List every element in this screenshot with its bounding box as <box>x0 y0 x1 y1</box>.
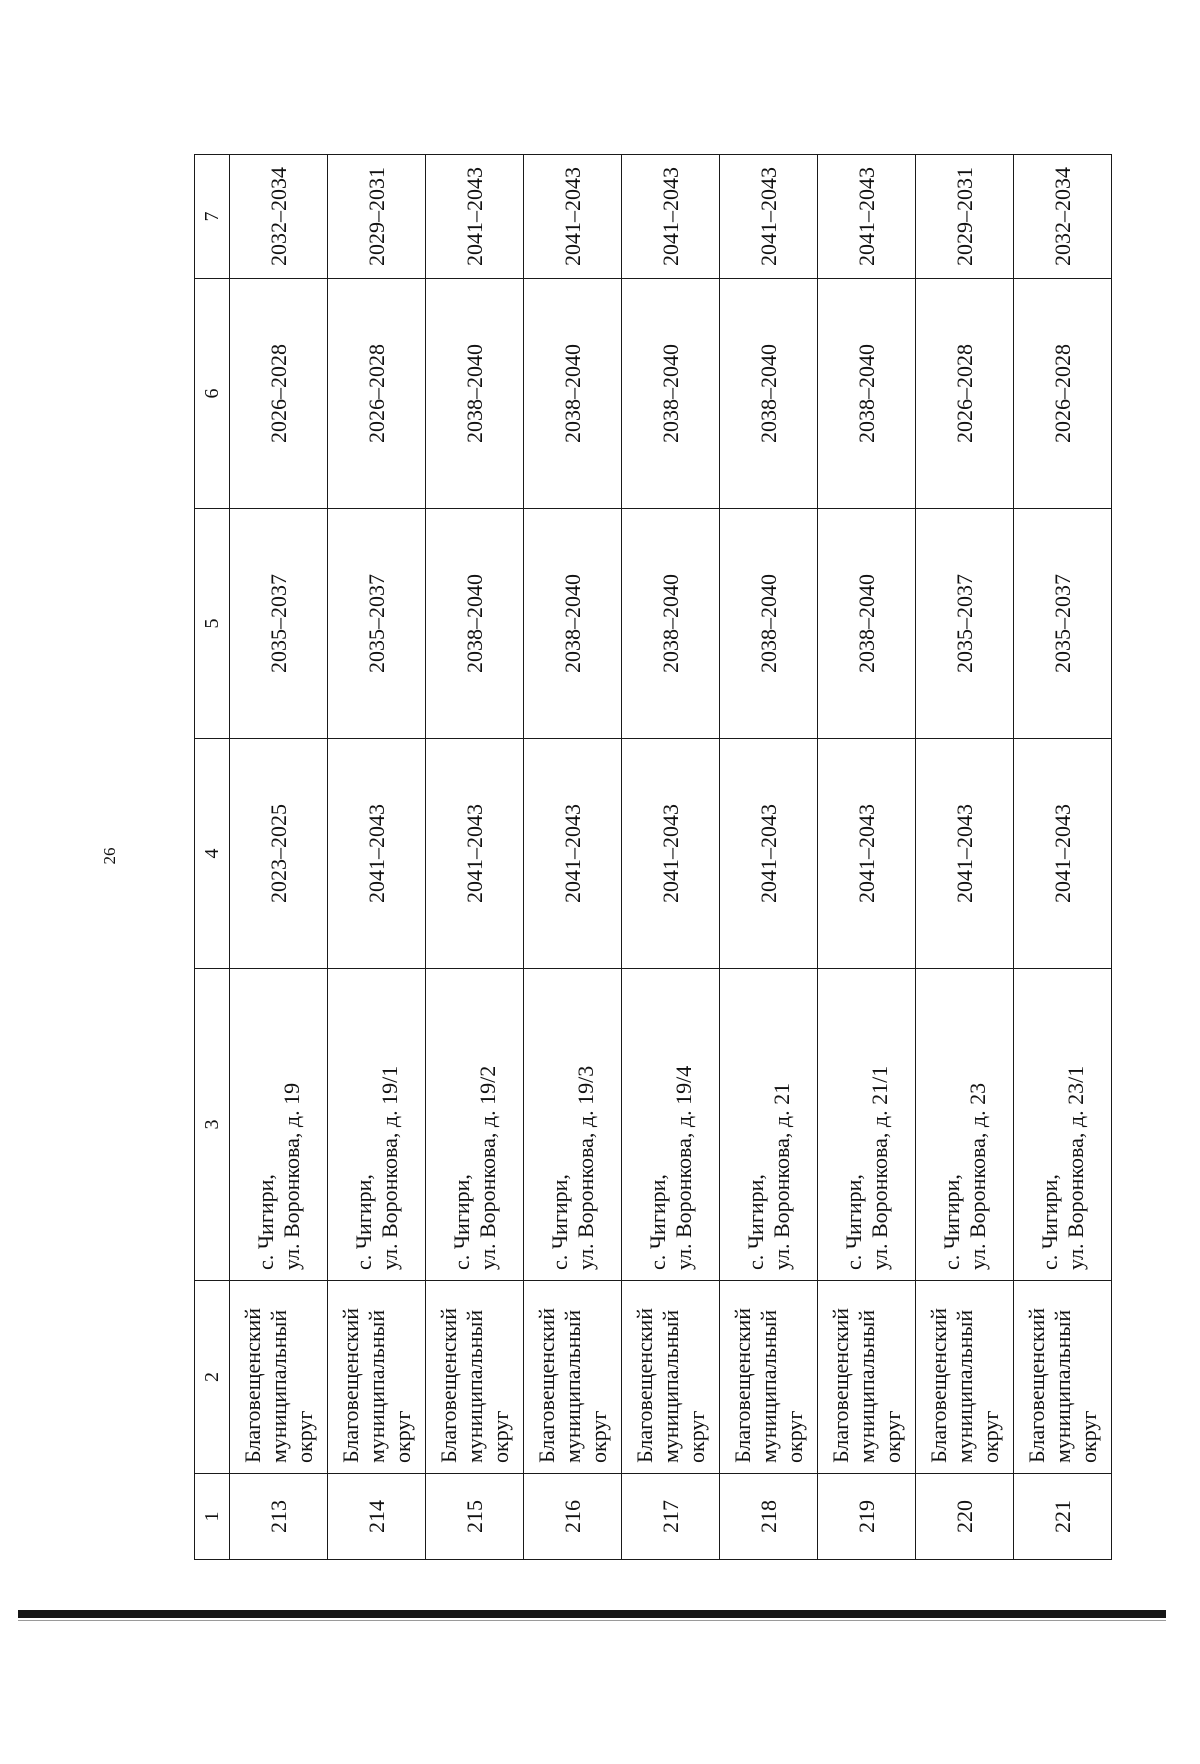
district-cell-line: Благовещенский <box>337 1307 363 1463</box>
district-cell-line: округ <box>977 1410 1003 1463</box>
district-cell-line: муниципальный <box>559 1309 585 1463</box>
row-number-cell: 215 <box>426 1474 524 1560</box>
address-cell-line: ул. Воронкова, д. 21/1 <box>866 1065 892 1270</box>
district-cell-line: округ <box>683 1410 709 1463</box>
address-cell <box>1014 969 1112 1281</box>
header-cell: 6 <box>195 279 230 509</box>
district-cell-line: округ <box>585 1410 611 1463</box>
district-cell <box>426 1281 524 1474</box>
period-cell-4: 2023–2025 <box>230 739 328 969</box>
address-cell <box>818 969 916 1281</box>
district-cell-line: Благовещенский <box>533 1307 559 1463</box>
period-cell-5: 2038–2040 <box>524 509 622 739</box>
period-cell-7: 2029–2031 <box>916 155 1014 279</box>
header-cell: 5 <box>195 509 230 739</box>
address-cell-line: ул. Воронкова, д. 19/2 <box>474 1065 500 1270</box>
schedule-table <box>194 154 1112 1560</box>
period-cell-4: 2041–2043 <box>1014 739 1112 969</box>
district-cell-line: округ <box>879 1410 905 1463</box>
period-cell-7: 2032–2034 <box>1014 155 1112 279</box>
period-cell-6: 2038–2040 <box>818 279 916 509</box>
address-cell-line: ул. Воронкова, д. 23 <box>964 1082 990 1270</box>
table-header-row <box>195 155 230 1560</box>
period-cell-6: 2026–2028 <box>916 279 1014 509</box>
table-row <box>720 155 818 1560</box>
table-row <box>818 155 916 1560</box>
district-cell <box>524 1281 622 1474</box>
address-cell-line: с. Чигири, <box>350 1174 376 1270</box>
period-cell-7: 2041–2043 <box>622 155 720 279</box>
address-cell-line: с. Чигири, <box>1036 1174 1062 1270</box>
address-cell-line: с. Чигири, <box>546 1174 572 1270</box>
period-cell-7: 2029–2031 <box>328 155 426 279</box>
address-cell-line: с. Чигири, <box>938 1174 964 1270</box>
address-cell-line: ул. Воронкова, д. 23/1 <box>1062 1065 1088 1270</box>
table-row <box>916 155 1014 1560</box>
period-cell-4: 2041–2043 <box>622 739 720 969</box>
district-cell <box>818 1281 916 1474</box>
period-cell-4: 2041–2043 <box>818 739 916 969</box>
district-cell-line: Благовещенский <box>631 1307 657 1463</box>
period-cell-5: 2035–2037 <box>916 509 1014 739</box>
district-cell-line: округ <box>291 1410 317 1463</box>
address-cell-line: с. Чигири, <box>448 1174 474 1270</box>
period-cell-5: 2038–2040 <box>622 509 720 739</box>
address-cell-line: с. Чигири, <box>252 1174 278 1270</box>
table-body <box>195 155 1112 1560</box>
district-cell-line: округ <box>781 1410 807 1463</box>
address-cell <box>426 969 524 1281</box>
district-cell-line: муниципальный <box>657 1309 683 1463</box>
period-cell-7: 2041–2043 <box>720 155 818 279</box>
address-cell <box>230 969 328 1281</box>
period-cell-5: 2035–2037 <box>230 509 328 739</box>
district-cell <box>720 1281 818 1474</box>
district-cell-line: Благовещенский <box>1023 1307 1049 1463</box>
period-cell-6: 2038–2040 <box>622 279 720 509</box>
district-cell-line: муниципальный <box>853 1309 879 1463</box>
district-cell-line: Благовещенский <box>827 1307 853 1463</box>
address-cell <box>916 969 1014 1281</box>
period-cell-6: 2038–2040 <box>720 279 818 509</box>
period-cell-5: 2035–2037 <box>1014 509 1112 739</box>
period-cell-7: 2041–2043 <box>524 155 622 279</box>
period-cell-5: 2038–2040 <box>720 509 818 739</box>
address-cell-line: ул. Воронкова, д. 19/3 <box>572 1065 598 1270</box>
row-number-cell: 216 <box>524 1474 622 1560</box>
district-cell-line: Благовещенский <box>729 1307 755 1463</box>
district-cell-line: округ <box>1075 1410 1101 1463</box>
header-cell: 7 <box>195 155 230 279</box>
district-cell-line: муниципальный <box>265 1309 291 1463</box>
district-cell-line: муниципальный <box>951 1309 977 1463</box>
address-cell-line: с. Чигири, <box>742 1174 768 1270</box>
bottom-rule-shadow <box>18 1620 1166 1621</box>
table-row <box>426 155 524 1560</box>
row-number-cell: 219 <box>818 1474 916 1560</box>
period-cell-5: 2035–2037 <box>328 509 426 739</box>
header-cell: 4 <box>195 739 230 969</box>
row-number-cell: 220 <box>916 1474 1014 1560</box>
period-cell-7: 2041–2043 <box>426 155 524 279</box>
period-cell-4: 2041–2043 <box>720 739 818 969</box>
address-cell-line: ул. Воронкова, д. 19/1 <box>376 1065 402 1270</box>
period-cell-6: 2038–2040 <box>524 279 622 509</box>
period-cell-4: 2041–2043 <box>916 739 1014 969</box>
header-cell: 1 <box>195 1474 230 1560</box>
table-container <box>194 155 1112 1560</box>
table-row <box>328 155 426 1560</box>
address-cell <box>524 969 622 1281</box>
period-cell-4: 2041–2043 <box>328 739 426 969</box>
period-cell-7: 2041–2043 <box>818 155 916 279</box>
bottom-rule <box>18 1610 1166 1618</box>
address-cell-line: ул. Воронкова, д. 21 <box>768 1082 794 1270</box>
period-cell-5: 2038–2040 <box>818 509 916 739</box>
table-row <box>622 155 720 1560</box>
district-cell-line: округ <box>487 1410 513 1463</box>
district-cell <box>230 1281 328 1474</box>
district-cell-line: муниципальный <box>461 1309 487 1463</box>
address-cell <box>720 969 818 1281</box>
address-cell-line: ул. Воронкова, д. 19/4 <box>670 1065 696 1270</box>
table-row <box>524 155 622 1560</box>
period-cell-4: 2041–2043 <box>524 739 622 969</box>
district-cell-line: Благовещенский <box>435 1307 461 1463</box>
district-cell <box>622 1281 720 1474</box>
district-cell <box>1014 1281 1112 1474</box>
district-cell <box>328 1281 426 1474</box>
address-cell-line: с. Чигири, <box>644 1174 670 1270</box>
header-cell: 2 <box>195 1281 230 1474</box>
row-number-cell: 218 <box>720 1474 818 1560</box>
table-row <box>1014 155 1112 1560</box>
address-cell-line: ул. Воронкова, д. 19 <box>278 1082 304 1270</box>
header-cell: 3 <box>195 969 230 1281</box>
period-cell-5: 2038–2040 <box>426 509 524 739</box>
district-cell-line: Благовещенский <box>925 1307 951 1463</box>
district-cell-line: муниципальный <box>1049 1309 1075 1463</box>
period-cell-6: 2026–2028 <box>328 279 426 509</box>
district-cell-line: муниципальный <box>755 1309 781 1463</box>
row-number-cell: 213 <box>230 1474 328 1560</box>
period-cell-7: 2032–2034 <box>230 155 328 279</box>
period-cell-6: 2026–2028 <box>1014 279 1112 509</box>
row-number-cell: 217 <box>622 1474 720 1560</box>
district-cell-line: округ <box>389 1410 415 1463</box>
table-rotated-frame <box>194 155 1112 1560</box>
row-number-cell: 221 <box>1014 1474 1112 1560</box>
address-cell <box>622 969 720 1281</box>
table-row <box>230 155 328 1560</box>
row-number-cell: 214 <box>328 1474 426 1560</box>
period-cell-6: 2026–2028 <box>230 279 328 509</box>
district-cell-line: Благовещенский <box>239 1307 265 1463</box>
address-cell-line: с. Чигири, <box>840 1174 866 1270</box>
period-cell-4: 2041–2043 <box>426 739 524 969</box>
period-cell-6: 2038–2040 <box>426 279 524 509</box>
district-cell-line: муниципальный <box>363 1309 389 1463</box>
address-cell <box>328 969 426 1281</box>
district-cell <box>916 1281 1014 1474</box>
page-number: 26 <box>100 847 119 865</box>
